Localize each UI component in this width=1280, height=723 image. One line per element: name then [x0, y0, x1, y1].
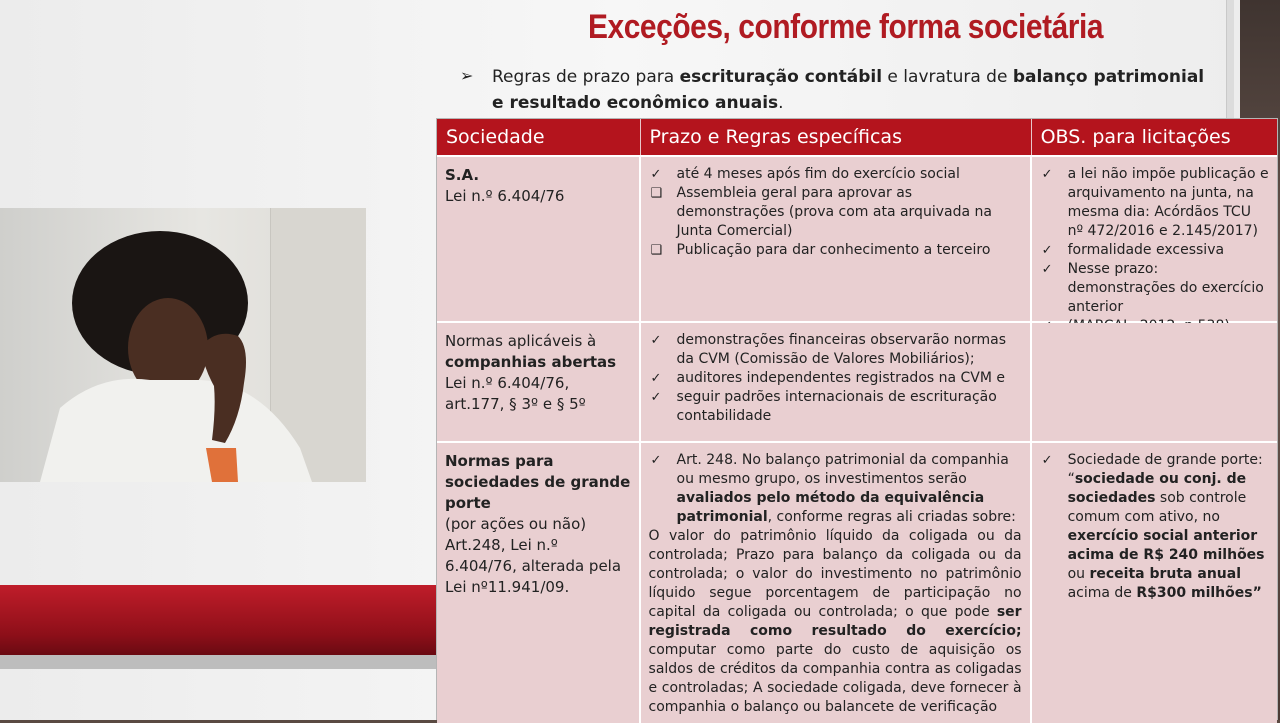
subtitle-text: Regras de prazo para — [492, 67, 680, 87]
cell-regras — [641, 323, 1032, 441]
sociedade-name: companhias abertas — [445, 353, 617, 371]
sociedade-law: Lei n.º 6.404/76, art.177, § 3º e § 5º — [445, 374, 586, 413]
subtitle-bold: balanço patrimonial e resultado econômico anuais — [492, 67, 1205, 113]
check-icon: ✓ — [1041, 243, 1053, 258]
sociedade-law: (por ações ou não) Art.248, Lei n.º 6.404/76, alterada pela Lei nº11.941/09. — [445, 515, 622, 596]
list-item — [649, 165, 1022, 184]
list-item-text: auditores independentes registrados na CVM e — [676, 370, 1006, 386]
subtitle-bold: escrituração contábil — [679, 67, 883, 87]
presenter-shirt — [40, 379, 312, 482]
check-icon: ✓ — [650, 453, 662, 468]
decorative-grey-band — [0, 655, 438, 669]
check-icon: ✓ — [1041, 453, 1053, 468]
check-icon: ✓ — [1041, 167, 1053, 182]
check-icon: ✓ — [650, 371, 662, 386]
list-item-bold: R$300 milhões” — [1136, 585, 1262, 601]
decorative-red-band — [0, 585, 438, 655]
paragraph-bold: ser registrada como resultado do exercício; — [648, 604, 1022, 639]
list-item-text: Assembleia geral para aprovar as demonstrações (prova com ata arquivada na Junta Comercial) — [676, 185, 992, 239]
list-item-text: , conforme regras ali criadas sobre: — [767, 509, 1016, 525]
cell-obs — [1032, 443, 1277, 723]
cell-sociedade — [437, 443, 641, 723]
cell-regras — [641, 157, 1032, 321]
sociedade-text: Normas aplicáveis à — [445, 332, 597, 350]
table-header — [437, 119, 1277, 155]
paragraph-text: O valor do patrimônio líquido da coligada ou da controlada; Prazo para balanço da coligada ou da controlada; o valor do investimento no patrimônio líquido segue porcentagem de participação no capital da coligada ou controlada; o que pode — [648, 528, 1022, 620]
cell-sociedade — [437, 157, 641, 321]
list-item-text: Publicação para dar conhecimento a terceiro — [676, 242, 991, 258]
header-obs: OBS. para licitações — [1040, 126, 1231, 148]
paragraph-text: computar como parte do custo de aquisição os saldos de créditos da companhia contra as coligadas e controladas; A sociedade coligada, deve fornecer à companhia o balanço ou balancete de verificação — [648, 642, 1022, 715]
table-row — [437, 441, 1277, 723]
slide-edge-strip — [1226, 0, 1234, 120]
cell-obs — [1032, 323, 1277, 441]
list-item — [649, 241, 1022, 260]
list-item — [649, 388, 1022, 426]
list-item — [649, 369, 1022, 388]
slide-title: Exceções, conforme forma societária — [588, 8, 1104, 46]
list-item-bold: receita bruta anual — [1089, 566, 1242, 582]
table-row — [437, 321, 1277, 441]
list-item — [1040, 165, 1269, 241]
sociedade-name: Normas para sociedades de grande porte — [445, 452, 631, 512]
presenter-webcam — [0, 208, 366, 482]
list-item-text: a lei não impõe publicação e arquivamento na junta, na mesma dia: Acórdãos TCU nº 472/2016 e 2.145/2017) — [1067, 166, 1269, 239]
presenter-figure — [0, 208, 366, 482]
slide-subtitle — [492, 64, 1212, 116]
subtitle-text: . — [778, 93, 784, 113]
list-item-text: Art. 248. No balanço patrimonial da companhia ou mesmo grupo, os investimentos serão — [676, 452, 1009, 487]
check-icon: ✓ — [650, 333, 662, 348]
arrow-bullet-icon: ➢ — [460, 66, 474, 85]
list-item-text: acima de — [1067, 585, 1137, 601]
cell-regras — [641, 443, 1032, 723]
list-item-text: Sociedade de grande porte: “ — [1067, 452, 1263, 487]
list-item-text: sob controle comum com ativo, no — [1067, 490, 1247, 525]
check-icon: ✓ — [650, 167, 662, 182]
list-item — [1040, 260, 1269, 317]
rules-paragraph — [649, 527, 1022, 717]
check-icon: ✓ — [650, 390, 662, 405]
box-icon: ❑ — [650, 186, 663, 201]
cell-sociedade — [437, 323, 641, 441]
header-sociedade: Sociedade — [437, 119, 641, 155]
list-item — [1040, 451, 1269, 603]
list-item-bold: sociedade ou conj. de sociedades — [1067, 471, 1247, 506]
sociedade-law: Lei n.º 6.404/76 — [445, 187, 565, 205]
check-icon: ✓ — [1041, 262, 1053, 277]
box-icon: ❑ — [650, 243, 663, 258]
list-item-text: até 4 meses após fim do exercício social — [676, 166, 960, 182]
subtitle-text: e lavratura de — [882, 67, 1013, 87]
list-item-text: demonstrações financeiras observarão normas da CVM (Comissão de Valores Mobiliários); — [676, 332, 1007, 367]
table-row — [437, 155, 1277, 321]
list-item — [649, 331, 1022, 369]
cell-obs — [1032, 157, 1277, 321]
rules-table — [436, 118, 1278, 720]
list-item-text: Nesse prazo: demonstrações do exercício anterior — [1067, 261, 1264, 315]
list-item — [649, 184, 1022, 241]
list-item-bold: exercício social anterior acima de R$ 240 milhões — [1067, 528, 1265, 563]
list-item-text: formalidade excessiva — [1067, 242, 1225, 258]
list-item-bold: avaliados pelo método da equivalência patrimonial — [676, 490, 985, 525]
list-item-text: seguir padrões internacionais de escrituração contabilidade — [676, 389, 997, 424]
list-item — [1040, 241, 1269, 260]
list-item-text: ou — [1067, 566, 1090, 582]
list-item — [649, 451, 1022, 527]
sociedade-name: S.A. — [445, 166, 480, 184]
header-prazo: Prazo e Regras específicas — [641, 119, 1032, 155]
